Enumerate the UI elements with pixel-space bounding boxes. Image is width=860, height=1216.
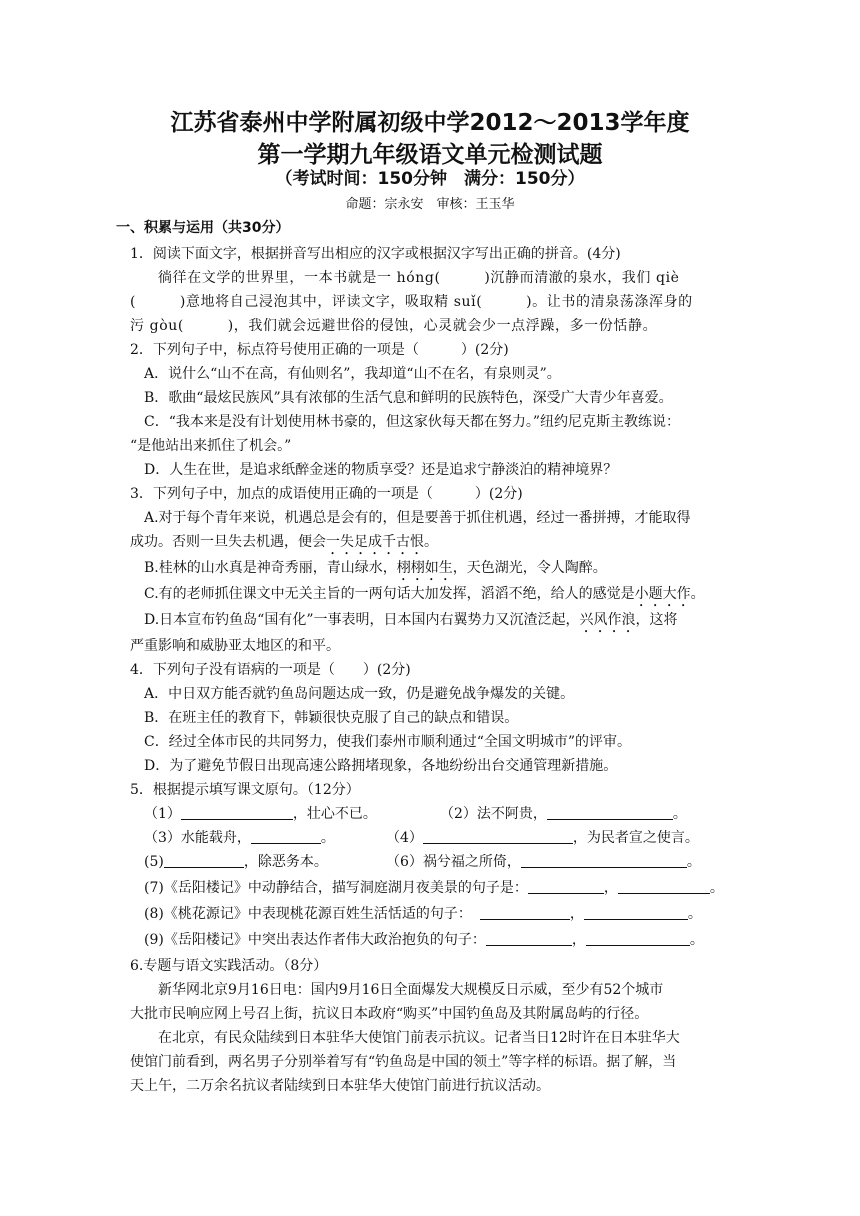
q5-item2-end: 。: [672, 806, 687, 822]
q5-item4-text: ，为民者宣之使言。: [572, 830, 699, 846]
q5-item6-text: （6）祸兮福之所倚，: [386, 854, 521, 870]
exam-title-line3: （考试时间：150分钟 满分：150分）: [275, 169, 585, 189]
q4-option-b: B．在班主任的教育下，韩颖很快克服了自己的缺点和错误。: [144, 710, 519, 726]
q5-stem: 5．根据提示填写课文原句。（12分）: [130, 782, 360, 798]
q5-item9-end: 。: [689, 932, 704, 948]
q3-option-d-line2: 严重影响和威胁亚太地区的和平。: [130, 638, 340, 654]
q3-b-text: B.桂林的山水真是神奇秀丽，青山绿水，: [144, 560, 397, 576]
q1-paragraph-line3: 污 gòu( )，我们就会远避世俗的侵蚀，心灵就会少一点浮躁，多一份恬静。: [130, 318, 658, 334]
q5-item6-blank[interactable]: [521, 853, 687, 868]
q5-item9-comma: ，: [571, 932, 586, 948]
q5-item9-blank2[interactable]: [586, 931, 690, 946]
q5-item1-text: ，壮心不已。: [292, 806, 377, 822]
section1-heading: 一、积累与运用（共30分）: [116, 220, 290, 236]
q3-a-dotted-idiom: 一失足成千古恨: [326, 534, 424, 550]
q3-c-text-end: 。: [690, 586, 705, 602]
q3-a-text-end: 。: [424, 534, 438, 550]
q5-item4: [386, 828, 699, 848]
q2-option-b: B．歌曲“最炫民族风”具有浓郁的生活气息和鲜明的民族特色，深受广大青少年喜爱。: [144, 390, 673, 406]
q5-item8-comma: ，: [569, 906, 584, 922]
q5-item3-text: （3）水能载舟，: [144, 830, 251, 846]
q5-item6-end: 。: [686, 854, 701, 870]
q6-news-p1-line2: 大批市民响应网上号召上街，抗议日本政府“购买”中国钓鱼岛及其附属岛屿的行径。: [130, 1006, 649, 1022]
q1-paragraph-line1: 徜徉在文学的世界里，一本书就是一 hóng( )沉静而清澈的泉水，我们 qiè: [158, 270, 680, 286]
q5-item8-blank2[interactable]: [584, 905, 688, 920]
q3-b-text-end: ，天色湖光，令人陶醉。: [452, 560, 607, 576]
q2-option-a: A．说什么“山不在高，有仙则名”，我却道“山不在名，有泉则灵”。: [144, 366, 561, 382]
q5-item2-text: （2）法不阿贵，: [440, 806, 547, 822]
q5-item7-end: 。: [709, 880, 724, 896]
q4-option-c: C．经过全体市民的共同努力，使我们泰州市顺利通过“全国文明城市”的评审。: [144, 734, 632, 750]
exam-title-line2: 第一学期九年级语文单元检测试题: [257, 142, 603, 168]
q3-a-text: 成功。否则一旦失去机遇，便会: [130, 534, 326, 550]
q5-item7-blank1[interactable]: [528, 879, 604, 894]
q3-option-b: [144, 558, 607, 584]
q3-option-c: [144, 584, 705, 610]
q5-item9: [144, 930, 704, 950]
q2-option-d: D．人生在世，是追求纸醉金迷的物质享受？还是追求宁静淡泊的精神境界？: [144, 462, 618, 478]
q3-c-dotted-idiom: 小题大作: [634, 586, 691, 602]
q3-d-text: D.日本宣布钓鱼岛“国有化”一事表明，日本国内右翼势力又沉渣泛起，: [144, 612, 580, 628]
q5-item1: [144, 804, 377, 824]
q5-item8-end: 。: [687, 906, 702, 922]
q3-option-a-line1: A.对于每个青年来说，机遇总是会有的，但是要善于抓住机遇，经过一番拼搏，才能取得: [144, 510, 691, 526]
q4-option-a: A．中日双方能否就钓鱼岛问题达成一致，仍是避免战争爆发的关键。: [144, 686, 575, 702]
q2-stem: 2．下列句子中，标点符号使用正确的一项是（ ）(2分): [130, 342, 509, 358]
exam-authors: 命题：宗永安 审核：王玉华: [345, 197, 515, 212]
q4-stem: 4．下列句子没有语病的一项是（ ）(2分): [130, 662, 411, 678]
q5-item1-blank[interactable]: [181, 805, 293, 820]
q5-item8-blank1[interactable]: [480, 905, 570, 920]
q5-item9-text: (9)《岳阳楼记》中突出表达作者伟大政治抱负的句子：: [144, 932, 486, 948]
q6-stem: 6.专题与语文实践活动。（8分）: [130, 958, 328, 974]
q5-item5: [144, 852, 328, 872]
q5-item7-comma: ，: [603, 880, 618, 896]
q5-item8: [144, 904, 702, 924]
q2-option-c-line2: “是他站出来抓住了机会。”: [130, 438, 292, 454]
q5-item3-blank[interactable]: [251, 829, 321, 844]
q2-option-c-line1: C．“我本来是没有计划使用林书豪的，但这家伙每天都在努力。”纽约尼克斯主教练说：: [144, 414, 681, 430]
q1-paragraph-line2: ( )意地将自己浸泡其中，评读文字，吸取精 suǐ( )。让书的清泉荡涤浑身的: [130, 294, 693, 310]
q5-item2-blank[interactable]: [547, 805, 673, 820]
q5-item6: [386, 852, 701, 872]
q5-item7-blank2[interactable]: [618, 879, 710, 894]
q3-d-dotted-idiom: 兴风作浪: [579, 612, 636, 628]
q5-item5-blank[interactable]: [164, 853, 244, 868]
q6-news-p1-line1: 新华网北京9月16日电：国内9月16日全面爆发大规模反日示威，至少有52个城市: [158, 982, 664, 998]
q1-stem: 1．阅读下面文字，根据拼音写出相应的汉字或根据汉字写出正确的拼音。(4分): [130, 246, 621, 262]
q3-c-text: C.有的老师抓住课文中无关主旨的一两句话大加发挥，滔滔不绝，给人的感觉是: [144, 586, 635, 602]
q5-item5-label: (5): [144, 854, 164, 870]
q3-d-text-end: ，这将: [635, 612, 678, 628]
q5-item8-text: (8)《桃花源记》中表现桃花源百姓生活恬适的句子：: [144, 906, 472, 922]
q5-item3: [144, 828, 335, 848]
q3-option-d-line1: [144, 610, 678, 636]
q5-item2: [440, 804, 687, 824]
q5-item4-label: （4）: [386, 830, 423, 846]
q5-item1-label: （1）: [144, 806, 181, 822]
q3-option-a-line2: [130, 532, 438, 558]
q4-option-d: D．为了避免节假日出现高速公路拥堵现象，各地纷纷出台交通管理新措施。: [144, 758, 618, 774]
exam-title-line1: 江苏省泰州中学附属初级中学2012～2013学年度: [170, 110, 690, 136]
q5-item9-blank1[interactable]: [486, 931, 572, 946]
q5-item3-end: 。: [320, 830, 335, 846]
q3-b-dotted-idiom: 栩栩如生: [396, 560, 453, 576]
q6-news-p2-line2: 使馆门前看到，两名男子分别举着写有“钓鱼岛是中国的领土”等字样的标语。据了解，当: [130, 1054, 677, 1070]
q5-item7: [144, 878, 724, 898]
q5-item7-text: (7)《岳阳楼记》中动静结合，描写洞庭湖月夜美景的句子是：: [144, 880, 528, 896]
q6-news-p2-line3: 天上午，二万余名抗议者陆续到日本驻华大使馆门前进行抗议活动。: [130, 1078, 550, 1094]
q3-stem: 3．下列句子中，加点的成语使用正确的一项是（ ）(2分): [130, 486, 523, 502]
q5-item5-text: ，除恶务本。: [243, 854, 328, 870]
q5-item4-blank[interactable]: [423, 829, 573, 844]
q6-news-p2-line1: 在北京，有民众陆续到日本驻华大使馆门前表示抗议。记者当日12时许在日本驻华大: [158, 1030, 680, 1046]
